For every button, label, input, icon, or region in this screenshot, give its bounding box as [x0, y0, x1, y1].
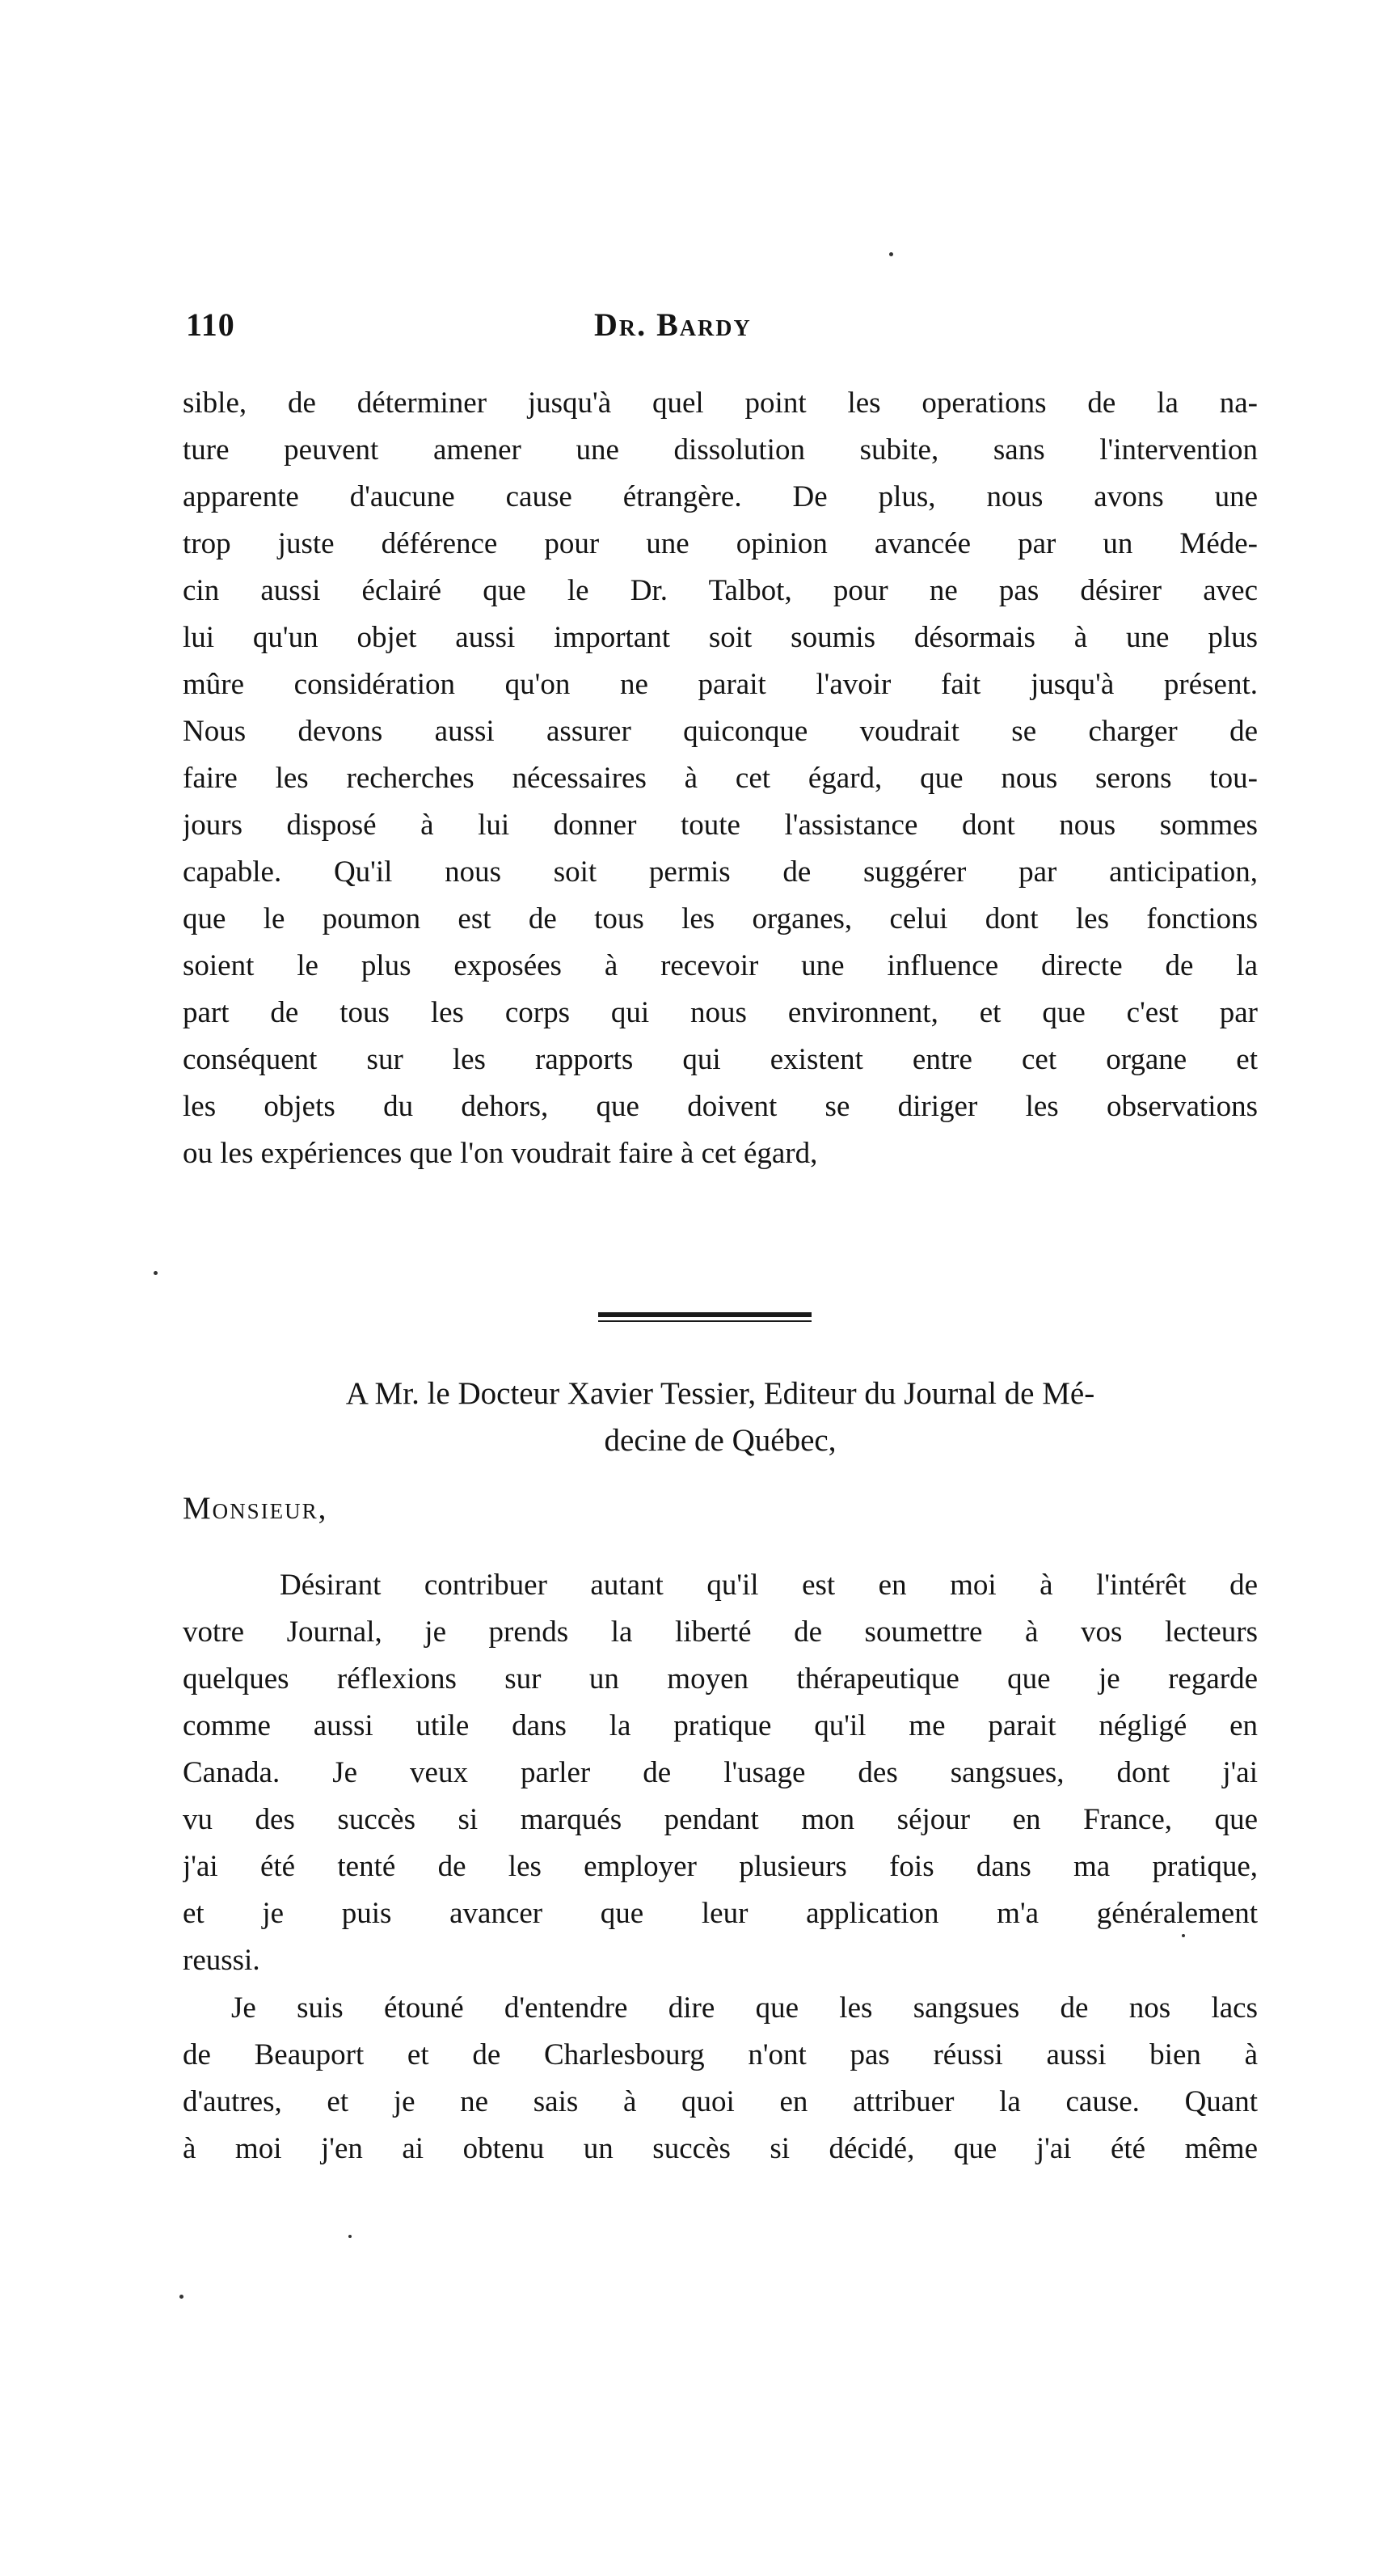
- paragraph-2: [183, 1562, 1258, 1984]
- text-line: apparente d'aucune cause étrangère. De plus, nous avons une: [183, 480, 1258, 513]
- text-line: ou les expériences que l'on voudrait faire à cet égard,: [183, 1137, 818, 1170]
- scan-speck: [1182, 1934, 1185, 1937]
- text-line: conséquent sur les rapports qui existent entre cet organe et: [183, 1043, 1258, 1076]
- separator-rule-thick: [598, 1312, 812, 1317]
- text-line: trop juste déférence pour une opinion avancée par un Méde-: [183, 527, 1258, 560]
- text-line: jours disposé à lui donner toute l'assistance dont nous sommes: [183, 809, 1258, 842]
- address-line: A Mr. le Docteur Xavier Tessier, Editeur du Journal de Mé-: [345, 1376, 1095, 1411]
- scan-speck: [889, 252, 893, 256]
- page-number: 110: [186, 306, 235, 343]
- text-line: et je puis avancer que leur application m'a généralement: [183, 1897, 1258, 1930]
- page-header: [186, 306, 1253, 354]
- text-line: part de tous les corps qui nous environnent, et que c'est par: [183, 996, 1258, 1029]
- scan-speck: [179, 2295, 183, 2299]
- text-line: Nous devons aussi assurer quiconque voudrait se charger de: [183, 715, 1258, 748]
- paragraph-1: [183, 380, 1258, 1177]
- text-line: quelques réflexions sur un moyen thérapeutique que je regarde: [183, 1662, 1258, 1696]
- text-line: capable. Qu'il nous soit permis de suggérer par anticipation,: [183, 855, 1258, 889]
- paragraph-3: [183, 1985, 1258, 2173]
- text-line: Canada. Je veux parler de l'usage des sangsues, dont j'ai: [183, 1756, 1258, 1789]
- letter-address: [183, 1370, 1258, 1464]
- running-head: Dr. Bardy: [594, 306, 752, 343]
- text-line: j'ai été tenté de les employer plusieurs fois dans ma pratique,: [183, 1850, 1258, 1883]
- text-line: vu des succès si marqués pendant mon séjour en France, que: [183, 1803, 1258, 1836]
- letter-salutation: Monsieur,: [183, 1491, 328, 1526]
- text-line: cin aussi éclairé que le Dr. Talbot, pour ne pas désirer avec: [183, 574, 1258, 607]
- text-line: mûre considération qu'on ne parait l'avoir fait jusqu'à présent.: [183, 668, 1258, 701]
- text-line: comme aussi utile dans la pratique qu'il me parait négligé en: [183, 1709, 1258, 1742]
- text-line: ture peuvent amener une dissolution subite, sans l'intervention: [183, 433, 1258, 467]
- scan-speck: [348, 2235, 352, 2238]
- text-line: reussi.: [183, 1944, 260, 1977]
- text-line: de Beauport et de Charlesbourg n'ont pas réussi aussi bien à: [183, 2038, 1258, 2071]
- address-line: decine de Québec,: [604, 1423, 837, 1458]
- text-line: faire les recherches nécessaires à cet égard, que nous serons tou-: [183, 762, 1258, 795]
- text-line: d'autres, et je ne sais à quoi en attribuer la cause. Quant: [183, 2085, 1258, 2118]
- text-line: les objets du dehors, que doivent se diriger les observations: [183, 1090, 1258, 1123]
- text-line: Désirant contribuer autant qu'il est en moi à l'intérêt de: [280, 1569, 1258, 1602]
- text-line: votre Journal, je prends la liberté de soumettre à vos lecteurs: [183, 1615, 1258, 1649]
- section-separator: [598, 1312, 812, 1324]
- separator-rule-thin: [598, 1320, 812, 1322]
- text-line: sible, de déterminer jusqu'à quel point les operations de la na-: [183, 386, 1258, 420]
- text-line: soient le plus exposées à recevoir une influence directe de la: [183, 949, 1258, 982]
- text-line: lui qu'un objet aussi important soit soumis désormais à une plus: [183, 621, 1258, 654]
- scan-speck: [154, 1271, 158, 1275]
- text-line: que le poumon est de tous les organes, celui dont les fonctions: [183, 902, 1258, 935]
- text-line: à moi j'en ai obtenu un succès si décidé, que j'ai été même: [183, 2132, 1258, 2165]
- text-line: Je suis étouné d'entendre dire que les sangsues de nos lacs: [231, 1991, 1258, 2025]
